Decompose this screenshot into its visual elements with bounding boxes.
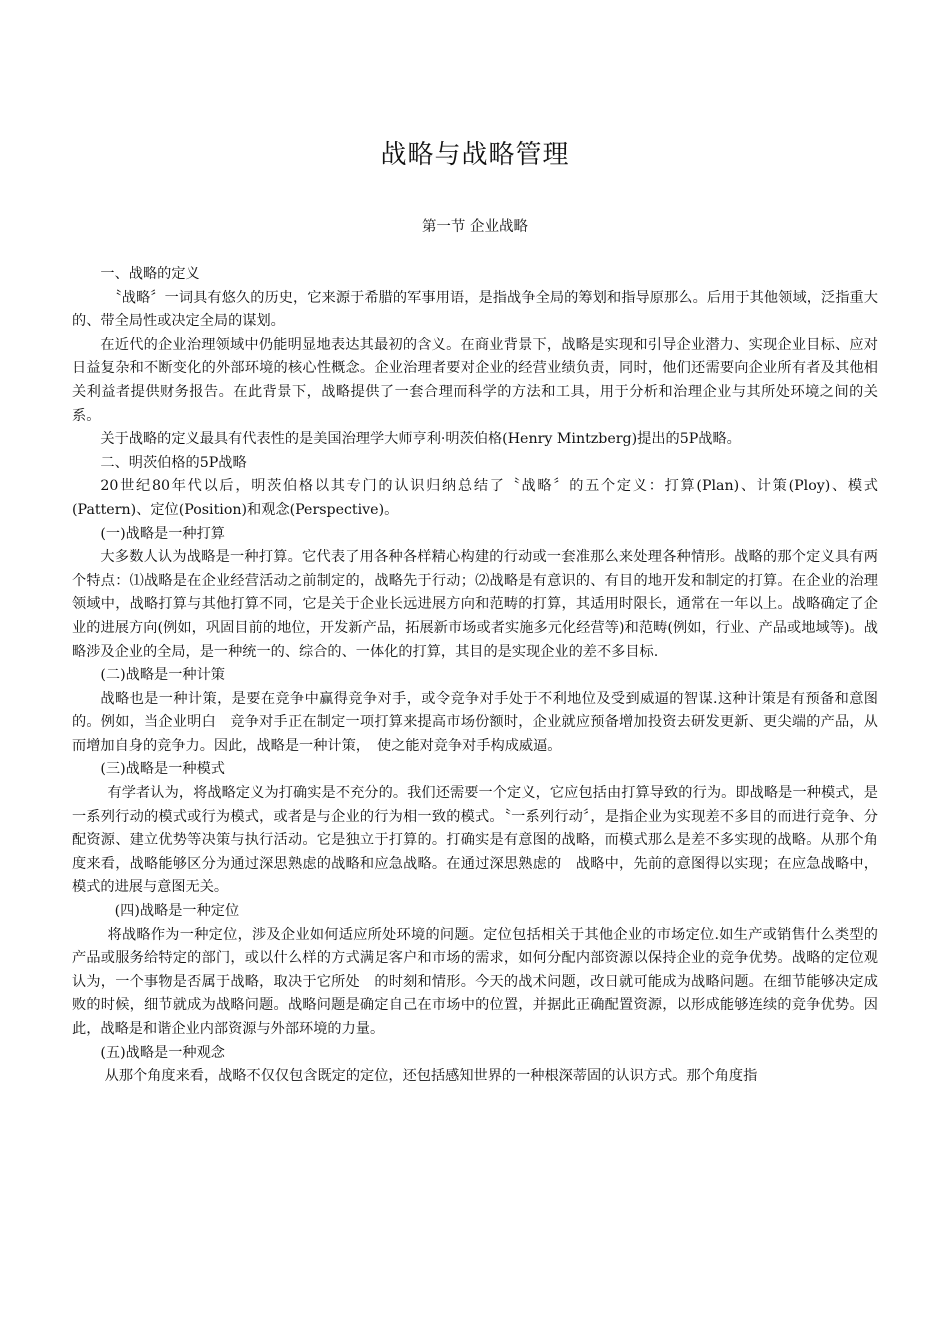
paragraph: 将战略作为一种定位，涉及企业如何适应所处环境的问题。定位包括相关于其他企业的市场定位.如生产或销售什么类型的产品或服务给特定的部门，或以什么样的方式满足客户和市场的需求，如何分配内部资源以保持企业的竞争优势。战略的定位观认为，一个事物是否属于战略，取决于它所处 的时刻和情形。今天的战术问题，改日就可能成为战略问题。在细节能够决定成败的时候，细节就成为战略问题。战略问题是确定自己在市场中的位置，并据此正确配置资源，以形成能够连续的竞争优势。因此，战略是和谐企业内部资源与外部环境的力量。 — [72, 926, 878, 1037]
paragraph: 有学者认为，将战略定义为打确实是不充分的。我们还需要一个定义，它应包括由打算导致的行为。即战略是一种模式，是一系列行动的模式或行为模式，或者是与企业的行为相一致的模式。〝一系列行动〞，是指企业为实现差不多目的而进行竞争、分配资源、建立优势等决策与执行活动。它是独立于打算的。打确实是有意图的战略，而模式那么是差不多实现的战略。从那个角度来看，战略能够区分为通过深思熟虑的战略和应急战略。在通过深思熟虑的 战略中，先前的意图得以实现；在应急战略中，模式的进展与意图无关。 — [72, 785, 878, 896]
paragraph: 战略也是一种计策，是要在竞争中赢得竞争对手，或令竞争对手处于不利地位及受到威逼的智谋.这种计策是有预备和意图的。例如，当企业明白 竞争对手正在制定一项打算来提高市场份额时，企业就应预备增加投资去研发更新、更尖端的产品，从而增加自身的竞争力。因此，战略是一种计策， 使之能对竞争对手构成威逼。 — [72, 690, 878, 754]
heading-strategy-definition: 一、战略的定义 — [100, 266, 200, 282]
paragraph: 大多数人认为战略是一种打算。它代表了用各种各样精心构建的行动或一套准那么来处理各种情形。战略的那个定义具有两个特点：⑴战略是在企业经营活动之前制定的，战略先于行动；⑵战略是有意识的、有目的地开发和制定的打算。在企业的治理领域中，战略打算与其他打算不同，它是关于企业长远进展方向和范畴的打算，其适用时限长，通常在一年以上。战略确定了企业的进展方向(例如，巩固目前的地位，开发新产品，拓展新市场或者实施多元化经营等)和范畴(例如，行业、产品或地域等)。战略涉及企业的全局，是一种统一的、综合的、一体化的打算，其目的是实现企业的差不多目标. — [72, 549, 878, 660]
subheading-pattern: (三)战略是一种模式 — [100, 761, 225, 778]
subheading-perspective: (五)战略是一种观念 — [100, 1044, 225, 1061]
document-body — [72, 263, 878, 1089]
subheading-position: (四)战略是一种定位 — [114, 903, 240, 920]
section-heading: 第一节 企业战略 — [421, 219, 529, 235]
document-title: 战略与战略管理 — [380, 140, 570, 170]
paragraph: 从那个角度来看，战略不仅仅包含既定的定位，还包括感知世界的一种根深蒂固的认识方式。那个角度指 — [104, 1068, 758, 1085]
paragraph: 关于战略的定义最具有代表性的是美国治理学大师亨利·明茨伯格(Henry Mintzberg)提出的5P战略。 — [100, 431, 741, 448]
heading-5p-strategy: 二、明茨伯格的5P战略 — [100, 454, 247, 471]
paragraph: 〝战略〞一词具有悠久的历史，它来源于希腊的军事用语，是指战争全局的筹划和指导原那么。后用于其他领域，泛指重大的、带全局性或决定全局的谋划。 — [72, 289, 878, 330]
subheading-plan: (一)战略是一种打算 — [100, 525, 225, 542]
paragraph: 20世纪80年代以后，明茨伯格以其专门的认识归纳总结了〝战略〞的五个定义：打算(Plan)、计策(Ploy)、模式(Pattern)、定位(Position)和观念(Perspective)。 — [72, 478, 878, 518]
subheading-ploy: (二)战略是一种计策 — [100, 667, 225, 684]
paragraph: 在近代的企业治理领域中仍能明显地表达其最初的含义。在商业背景下，战略是实现和引导企业潜力、实现企业目标、应对日益复杂和不断变化的外部环境的核心性概念。企业治理者要对企业的经营业绩负责，同时，他们还需要向企业所有者及其他相关利益者提供财务报告。在此背景下，战略提供了一套合理而科学的方法和工具，用于分析和治理企业与其所处环境之间的关系。 — [72, 336, 878, 424]
